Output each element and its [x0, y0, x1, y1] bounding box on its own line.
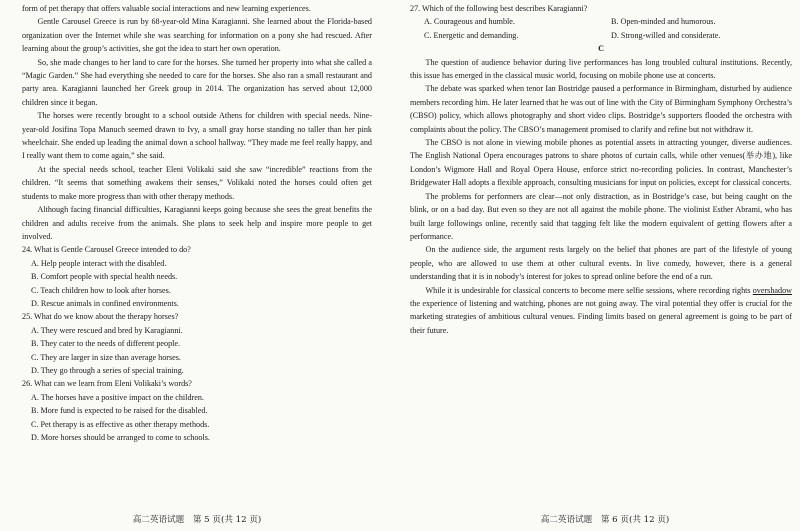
answer-option: A. The horses have a positive impact on the children. [31, 392, 204, 402]
paragraph: The horses were recently brought to a school outside Athens for children with special needs. Nine-year-old Josifina Topa Manuch seemed drawn to Ivy, a small gray horse standing no taller than her pink wheelchair. She ended up leading the animal down a school hallway. “They made me feel really happy, and I really want them to come again,” she said. [22, 111, 372, 161]
page-footer: 高二英语试题 第 6 页(共 12 页) [540, 514, 670, 525]
answer-option: C. Pet therapy is as effective as other therapy methods. [31, 419, 210, 429]
paragraph: Although facing financial difficulties, Karagianni keeps going because she sees the great benefits the children and adults receive from the animals. She plans to seek help and inspire more people to get involved. [22, 205, 372, 241]
exam-page-5 [0, 0, 372, 531]
answer-option: B. Comfort people with special health needs. [31, 272, 178, 282]
answer-option: D. Rescue animals in confined environments. [31, 298, 179, 308]
answer-option: A. Courageous and humble. [424, 17, 515, 27]
answer-option: A. They were rescued and bred by Karagianni. [31, 325, 183, 335]
answer-option: D. Strong-willed and considerate. [611, 30, 721, 40]
answer-option: D. They go through a series of special training. [31, 365, 184, 375]
question-25 [22, 310, 372, 377]
paragraph [410, 284, 792, 338]
passage-b-continued [22, 2, 372, 243]
answer-option: D. More horses should be arranged to come to schools. [31, 433, 210, 442]
answer-option: B. Open-minded and humorous. [611, 17, 716, 27]
question-27 [410, 2, 792, 42]
answer-option: C. Teach children how to look after horses. [31, 285, 171, 295]
paragraph: The problems for performers are clear—not only distraction, as in Bostridge’s case, but being caught on the blink, or on a bad day. But even so they are not all against the mobile phone. The violinist Esther Abrami, who has built large followings online, recently said that tagging felt like the modern equivalent of getting flowers after a performance. [410, 191, 792, 241]
paragraph: form of pet therapy that offers valuable social interactions and new learning experiences. [22, 4, 311, 13]
question-stem: 27. Which of the following best describes Karagianni? [410, 4, 588, 13]
paragraph: Gentle Carousel Greece is run by 68-year-old Mina Karagianni. She learned about the Florida-based organization over the Internet while she was searching for information on a pony she had rescued. After learning about the group’s activities, she got the idea to start her own operation. [22, 17, 372, 54]
question-24 [22, 243, 372, 310]
paragraph: The CBSO is not alone in viewing mobile phones as potential assets in attracting younger, diverse audiences. The English National Opera encourages patrons to share photos of curtain calls, while other venues(举办地), like London’s Wigmore Hall and Royal Opera House, enforce strict no-recording policies. In contrast, Manchester’s Bridgewater Hall adopts a flexible approach, consulting musicians for input on policies, except for classical concerts. [410, 138, 792, 188]
section-heading: C [598, 44, 604, 54]
paragraph: The question of audience behavior during live performances has long troubled cultural institutions. Recently, this issue has emerged in the classical music world, focusing on mobile phone use at concerts. [410, 57, 792, 81]
underlined-word: overshadow [752, 285, 792, 295]
paragraph: At the special needs school, teacher Eleni Volikaki said she saw “incredible” reactions from the children. “It seems that something awakens their senses,” Volikaki noted the horses could often get students to make more progress than with other therapy methods. [22, 164, 372, 201]
answer-option: C. They are larger in size than average horses. [31, 352, 181, 362]
question-stem: 24. What is Gentle Carousel Greece intended to do? [22, 245, 191, 255]
page-footer: 高二英语试题 第 5 页(共 12 页) [132, 514, 262, 525]
answer-option: B. They cater to the needs of different people. [31, 339, 181, 349]
text-run: the experience of listening and watching, phones are not going away. The viral potential they offer is crucial for the marketing strategies of ambitious cultural venues. Finding limits based on general agreement is going to be part of their future. [410, 298, 792, 335]
question-stem: 26. What can we learn from Eleni Volikaki’s words? [22, 379, 192, 389]
answer-option: A. Help people interact with the disabled. [31, 258, 167, 268]
question-stem: 25. What do we know about the therapy horses? [22, 312, 179, 322]
answer-option: B. More fund is expected to be raised for the disabled. [31, 406, 208, 416]
paragraph: The debate was sparked when tenor Ian Bostridge paused a performance in Birmingham, disturbed by audience members recording him. He later learned that he was out of line with the City of Birmingham Symphony Orchestra’s (CBSO) policy, which allows photography and short video clips. Bostridge’s supporters flooded the orchestra with complaints about the policy. The CBSO’s management promised to clarify and refine but not withdraw it. [410, 84, 792, 134]
answer-option: C. Energetic and demanding. [424, 30, 519, 40]
exam-page-6 [410, 0, 800, 531]
paragraph: So, she made changes to her land to care for the horses. She turned her property into what she called a “Magic Garden.” She had everything she needed to care for the horses. She also ran a small restaurant and party area. Karagianni launched her Greek group in 2014. The organization has served about 12,000 children since it began. [22, 57, 372, 107]
question-26 [22, 377, 372, 444]
paragraph: On the audience side, the argument rests largely on the belief that phones are part of the lifestyle of young people, who are allowed to use them at other cultural events. In live comedy, however, there is a general understanding that it is in nobody’s interest for jokes to spread online before the end of a run. [410, 245, 792, 282]
answer-options [424, 15, 792, 42]
text-run: While it is undesirable for classical concerts to become mere selfie sessions, where recording rights [425, 285, 753, 295]
passage-c [410, 56, 792, 338]
